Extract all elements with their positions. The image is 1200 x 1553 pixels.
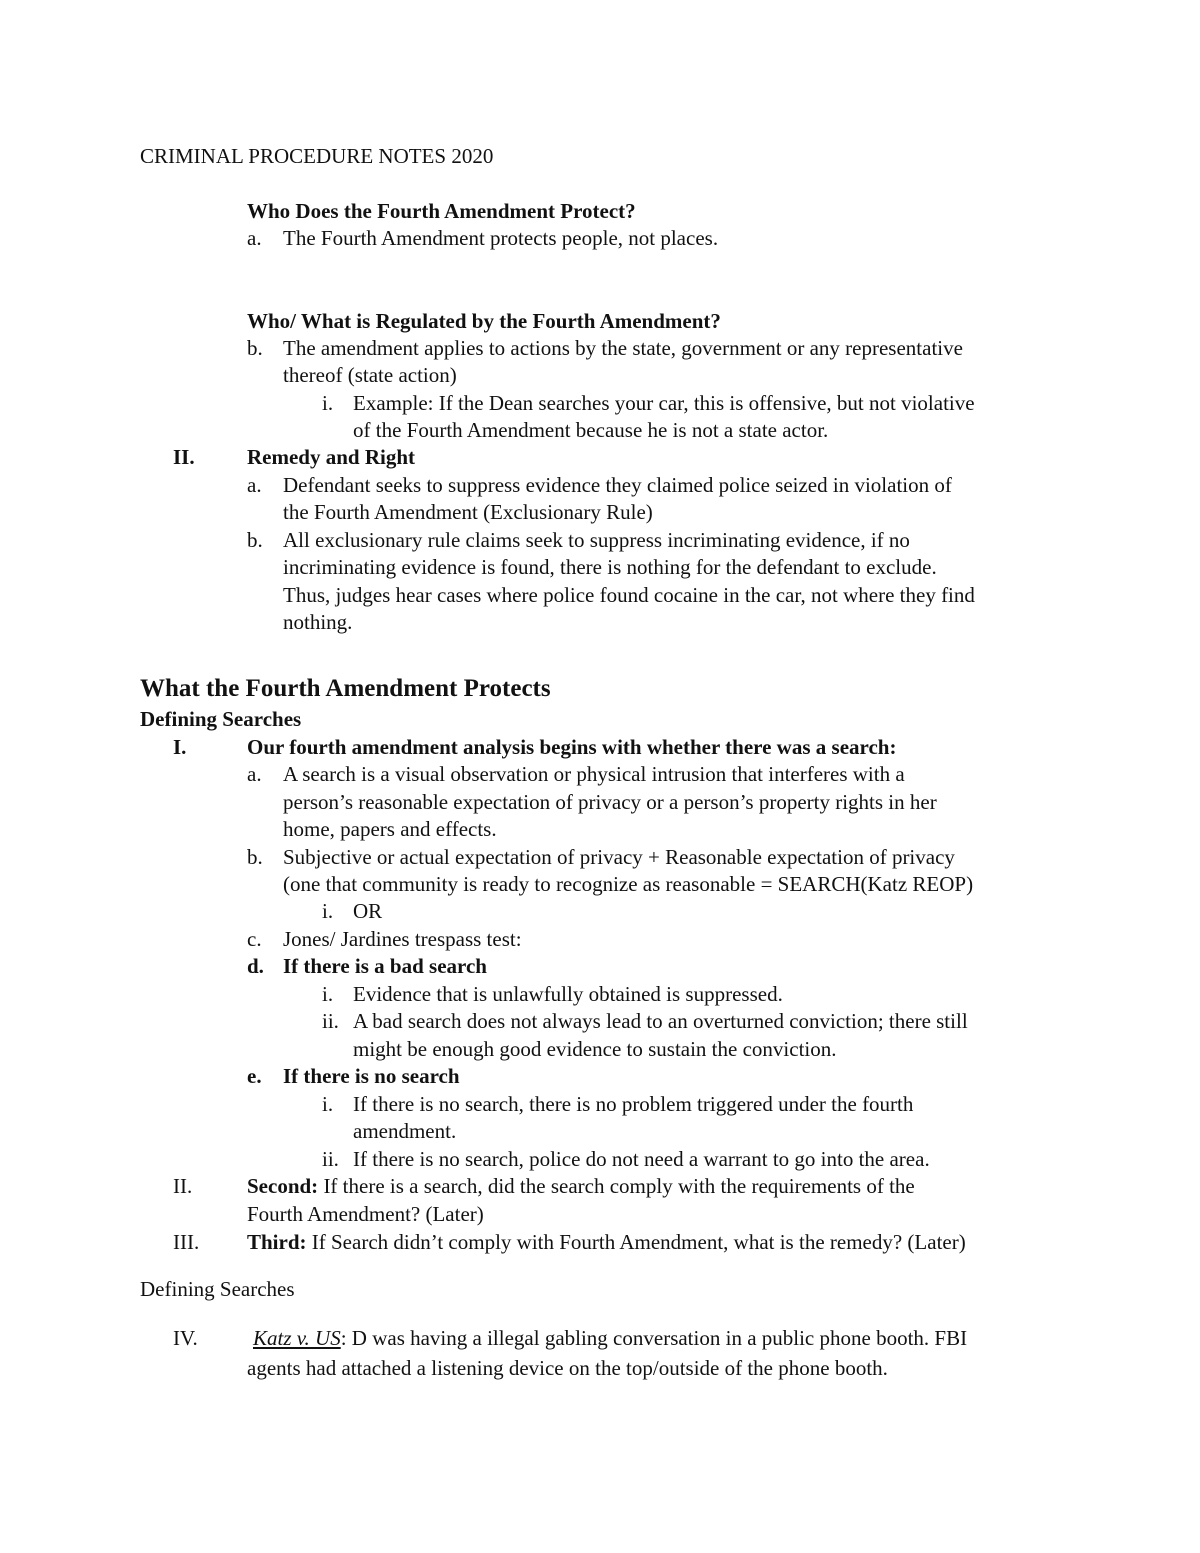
list-item-text: Fourth Amendment? (Later) xyxy=(247,1202,484,1226)
list-item-text: person’s reasonable expectation of privacy or a person’s property rights in her xyxy=(283,790,937,814)
list-marker: ii. xyxy=(322,1009,339,1033)
subheading-defining-searches-2: Defining Searches xyxy=(140,1277,295,1301)
list-item-text: Jones/ Jardines trespass test: xyxy=(283,927,522,951)
list-marker: d. xyxy=(247,954,264,978)
list-item-text xyxy=(253,1325,967,1352)
list-marker: II. xyxy=(173,1174,193,1198)
list-item-text: Our fourth amendment analysis begins with whether there was a search: xyxy=(247,735,897,759)
list-item-text xyxy=(247,1173,915,1200)
list-marker: c. xyxy=(247,927,262,951)
list-item-body: If there is a search, did the search comply with the requirements of the xyxy=(318,1174,915,1198)
list-item-text: Subjective or actual expectation of privacy + Reasonable expectation of privacy xyxy=(283,845,955,869)
list-item-body: If Search didn’t comply with Fourth Amendment, what is the remedy? (Later) xyxy=(306,1230,966,1254)
list-marker: b. xyxy=(247,845,263,869)
list-item-text: of the Fourth Amendment because he is not a state actor. xyxy=(353,418,829,442)
list-item-text: Thus, judges hear cases where police found cocaine in the car, not where they find xyxy=(283,583,975,607)
list-item-body: : D was having a illegal gabling conversation in a public phone booth. FBI xyxy=(340,1326,968,1350)
list-item-text: incriminating evidence is found, there is nothing for the defendant to exclude. xyxy=(283,555,937,579)
section-heading-who-protect: Who Does the Fourth Amendment Protect? xyxy=(247,199,636,223)
list-marker: II. xyxy=(173,445,195,469)
list-item-text: amendment. xyxy=(353,1119,457,1143)
list-item-label: Second: xyxy=(247,1174,319,1198)
list-marker: ii. xyxy=(322,1147,339,1171)
list-item-text: The Fourth Amendment protects people, not places. xyxy=(283,226,719,250)
list-marker: i. xyxy=(322,391,334,415)
list-item-text: the Fourth Amendment (Exclusionary Rule) xyxy=(283,500,653,524)
list-item-text: nothing. xyxy=(283,610,353,634)
list-item-text: All exclusionary rule claims seek to suppress incriminating evidence, if no xyxy=(283,528,910,552)
list-item-text: thereof (state action) xyxy=(283,363,457,387)
section-heading-what-protects: What the Fourth Amendment Protects xyxy=(140,675,551,702)
list-item-text: (one that community is ready to recognize as reasonable = SEARCH(Katz REOP) xyxy=(283,872,974,896)
list-marker: e. xyxy=(247,1064,262,1088)
section-heading-who-regulated: Who/ What is Regulated by the Fourth Amendment? xyxy=(247,309,721,333)
list-marker: a. xyxy=(247,473,262,497)
list-item-text: If there is no search, there is no problem triggered under the fourth xyxy=(353,1092,914,1116)
list-marker: b. xyxy=(247,336,263,360)
list-item-text: OR xyxy=(353,899,383,923)
list-marker: i. xyxy=(322,982,334,1006)
case-name: Katz v. US xyxy=(253,1326,341,1350)
list-marker: III. xyxy=(173,1230,200,1254)
document-title: CRIMINAL PROCEDURE NOTES 2020 xyxy=(140,144,494,168)
list-marker: i. xyxy=(322,1092,334,1116)
list-item-text: agents had attached a listening device on the top/outside of the phone booth. xyxy=(247,1356,888,1380)
list-item-text: home, papers and effects. xyxy=(283,817,497,841)
list-item-text: If there is no search xyxy=(283,1064,460,1088)
list-marker: b. xyxy=(247,528,263,552)
list-item-text: If there is a bad search xyxy=(283,954,487,978)
list-item-label: Third: xyxy=(247,1230,307,1254)
list-item-text: Evidence that is unlawfully obtained is suppressed. xyxy=(353,982,783,1006)
list-item-text: Example: If the Dean searches your car, this is offensive, but not violative xyxy=(353,391,975,415)
list-item-text: A search is a visual observation or physical intrusion that interferes with a xyxy=(283,762,905,786)
list-item-text: A bad search does not always lead to an overturned conviction; there still xyxy=(353,1009,968,1033)
list-marker: I. xyxy=(173,735,187,759)
subheading-defining-searches: Defining Searches xyxy=(140,707,302,731)
list-marker: a. xyxy=(247,762,262,786)
list-item-text xyxy=(247,1229,966,1256)
list-marker: i. xyxy=(322,899,334,923)
list-marker: IV. xyxy=(173,1326,198,1350)
list-item-text: Defendant seeks to suppress evidence they claimed police seized in violation of xyxy=(283,473,952,497)
list-marker: a. xyxy=(247,226,262,250)
list-item-text: might be enough good evidence to sustain the conviction. xyxy=(353,1037,837,1061)
list-item-text: If there is no search, police do not need a warrant to go into the area. xyxy=(353,1147,930,1171)
list-item-text: The amendment applies to actions by the state, government or any representative xyxy=(283,336,963,360)
section-heading-remedy: Remedy and Right xyxy=(247,445,416,469)
